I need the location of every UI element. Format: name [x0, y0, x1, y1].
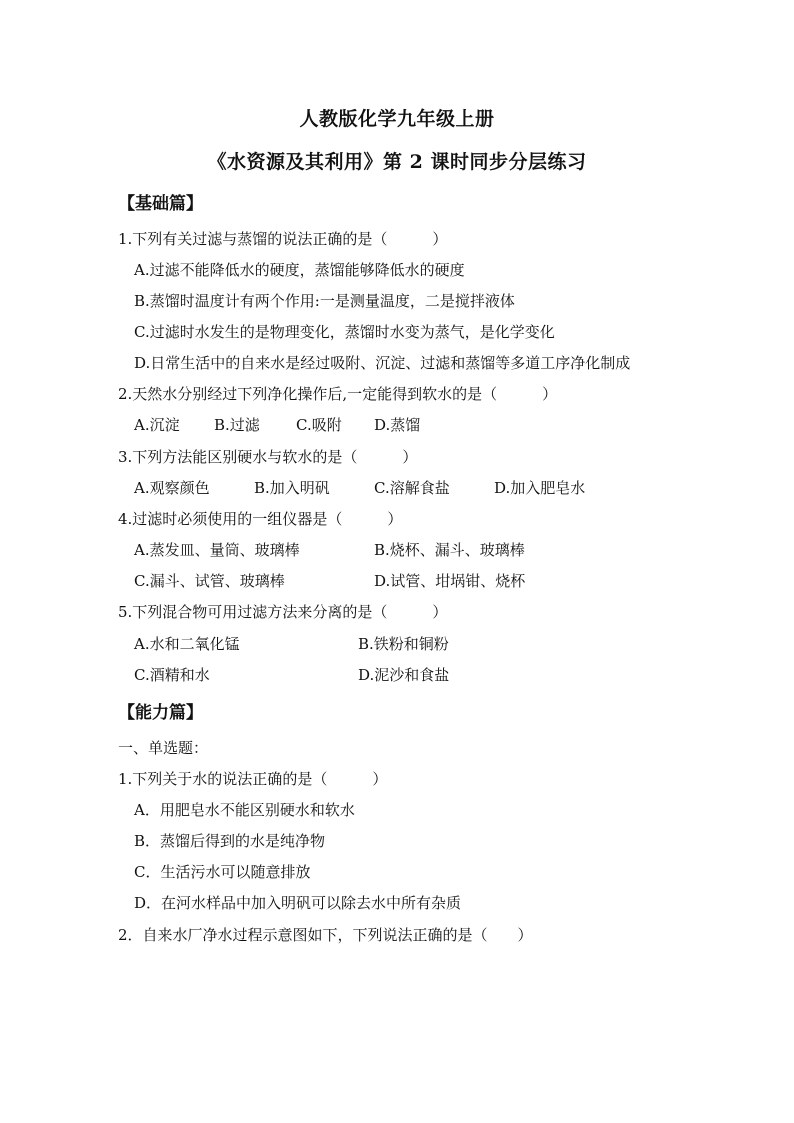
option-a: A.水和二氧化锰 — [134, 635, 240, 653]
option-c: C.吸附 — [296, 416, 342, 434]
question-stem: 1.下列关于水的说法正确的是（ ） — [118, 770, 388, 788]
question-stem: 2．自来水厂净水过程示意图如下，下列说法正确的是（ ） — [118, 926, 533, 944]
subsection-heading: 一、单选题： — [118, 739, 209, 757]
option-b: B.烧杯、漏斗、玻璃棒 — [374, 541, 525, 559]
option-c: C.溶解食盐 — [374, 479, 450, 497]
option-d: D.加入肥皂水 — [494, 479, 586, 497]
option-b: B.蒸馏时温度计有两个作用:一是测量温度，二是搅拌液体 — [134, 292, 515, 310]
option-c: C.过滤时水发生的是物理变化，蒸馏时水变为蒸气，是化学变化 — [134, 323, 555, 341]
option-b: B.过滤 — [214, 416, 260, 434]
question-stem: 4.过滤时必须使用的一组仪器是（ ） — [118, 510, 403, 528]
question-stem: 2.天然水分别经过下列净化操作后,一定能得到软水的是（ ） — [118, 385, 558, 403]
option-a: A.沉淀 — [134, 416, 180, 434]
section-heading-ability: 【能力篇】 — [118, 703, 203, 723]
option-c: C．生活污水可以随意排放 — [134, 863, 311, 881]
question-stem: 1.下列有关过滤与蒸馏的说法正确的是（ ） — [118, 230, 448, 248]
option-d: D.试管、坩埚钳、烧杯 — [374, 572, 526, 590]
option-d: D.日常生活中的自来水是经过吸附、沉淀、过滤和蒸馏等多道工序净化制成 — [134, 354, 631, 372]
option-d: D.泥沙和食盐 — [358, 666, 450, 684]
option-b: B.加入明矾 — [254, 479, 330, 497]
document-title: 人教版化学九年级上册 — [299, 108, 495, 130]
option-c: C.酒精和水 — [134, 666, 210, 684]
option-a: A．用肥皂水不能区别硬水和软水 — [134, 801, 355, 819]
option-c: C.漏斗、试管、玻璃棒 — [134, 572, 285, 590]
option-a: A.蒸发皿、量筒、玻璃棒 — [134, 541, 300, 559]
option-a: A.过滤不能降低水的硬度，蒸馏能够降低水的硬度 — [134, 261, 465, 279]
option-d: D.蒸馏 — [374, 416, 421, 434]
document-subtitle: 《水资源及其利用》第 2 课时同步分层练习 — [207, 151, 587, 173]
question-stem: 3.下列方法能区别硬水与软水的是（ ） — [118, 448, 418, 466]
option-a: A.观察颜色 — [134, 479, 210, 497]
option-d: D．在河水样品中加入明矾可以除去水中所有杂质 — [134, 894, 462, 912]
section-heading-basic: 【基础篇】 — [118, 194, 203, 214]
option-b: B．蒸馏后得到的水是纯净物 — [134, 832, 326, 850]
question-stem: 5.下列混合物可用过滤方法来分离的是（ ） — [118, 603, 448, 621]
option-b: B.铁粉和铜粉 — [358, 635, 449, 653]
